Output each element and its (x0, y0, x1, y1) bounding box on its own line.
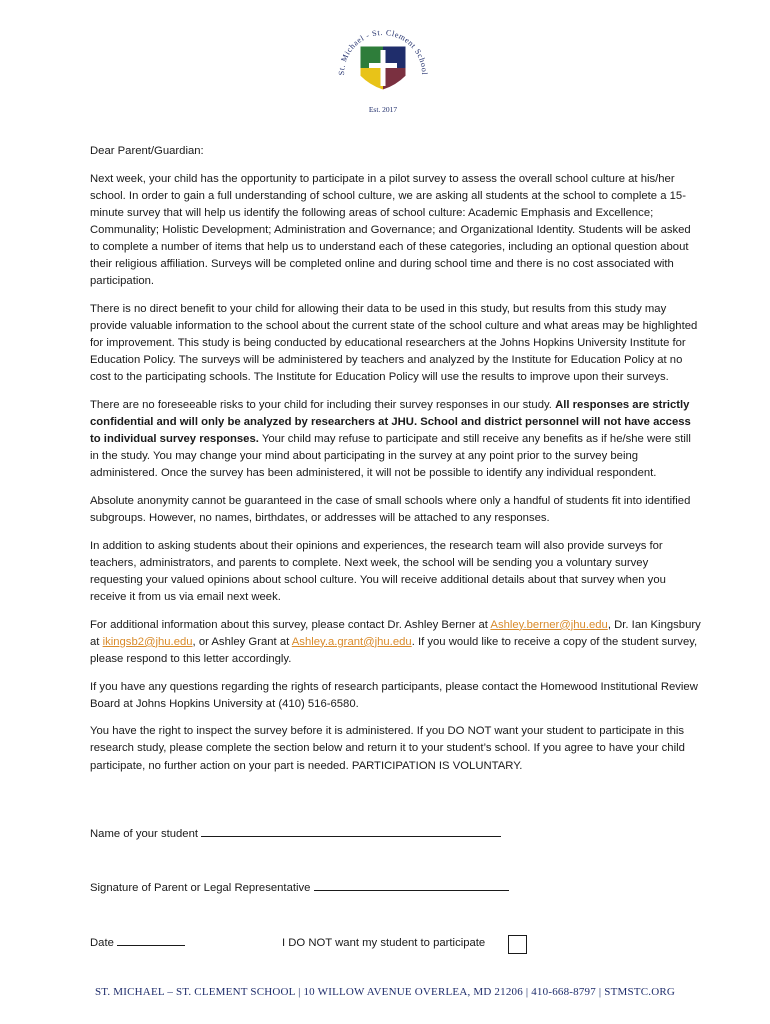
paragraph-irb: If you have any questions regarding the rights of research participants, please contact the Homewood Institutional Review Board at Johns Hopkins University at (410) 516-6580. (90, 680, 698, 710)
crest-arc-text: St. Michael - St. Clement School (336, 27, 430, 76)
date-label: Date (90, 937, 114, 949)
paragraph-anonymity: Absolute anonymity cannot be guaranteed in the case of small schools where only a handful of students fit into identified subgroups. However, no names, birthdates, or addresses will be attached to any responses. (90, 494, 691, 525)
student-name-label: Name of your student (90, 828, 199, 840)
student-name-field[interactable] (90, 828, 501, 840)
date-line[interactable] (117, 944, 185, 946)
greeting: Dear Parent/Guardian: (90, 145, 204, 157)
paragraph-contacts: For additional information about this survey, please contact Dr. Ashley Berner at Ashley.berner@jhu.edu, Dr. Ian Kingsbury at ikingsb2@jhu.edu, or Ashley Grant at Ashley.a.grant@jhu.edu. If you would like to receive a copy of the student survey, please respond to this letter accordingly. (90, 618, 701, 665)
optout-checkbox[interactable] (508, 935, 527, 954)
footer-address: ST. MICHAEL – ST. CLEMENT SCHOOL | 10 WILLOW AVENUE OVERLEA, MD 21206 | 410-668-8797 | STMSTC.ORG (94, 986, 676, 998)
paragraph-parent-survey: In addition to asking students about their opinions and experiences, the research team will also provide surveys for teachers, administrators, and parents to complete. Next week, the school will be sending you a voluntary survey requesting your valued opinions about school culture. You will receive additional details about that survey when you receive it from us via email next week. (90, 539, 666, 604)
confidentiality-statement: All responses are strictly confidential and will only be analyzed by researchers at JHU. School and district personnel will not have access to individual survey responses. (90, 398, 691, 446)
letter-body (90, 143, 702, 785)
paragraph-rights: You have the right to inspect the survey before it is administered. If you DO NOT want your student to participate in this research study, please complete the section below and return it to your student’s school. If you agree to have your child participate, no further action on your part is needed. PARTICIPATION IS VOLUNTARY. (90, 725, 685, 772)
email-link-berner[interactable]: Ashley.berner@jhu.edu (490, 618, 608, 631)
paragraph-risks: There are no foreseeable risks to your child for including their survey responses in our study. All responses are strictly confidential and will only be analyzed by researchers at JHU. School and district personnel will not have access to individual survey responses. Your child may refuse to participate and still receive any benefits as if he/she were still in the study. You may change your mind about participating in the survey at any point prior to the survey being administered. Once the survey has been administered, it will not be possible to identify any individual respondent. (90, 398, 691, 480)
signature-label: Signature of Parent or Legal Representative (90, 882, 311, 894)
email-link-kingsbury[interactable]: ikingsb2@jhu.edu (102, 635, 193, 648)
student-name-line[interactable] (201, 835, 501, 837)
paragraph-benefits: There is no direct benefit to your child for allowing their data to be used in this study, but results from this study may provide valuable information to the school about the current state of the school culture and what areas may be highlighted for improvement. This study is being conducted by educational researchers at the Johns Hopkins University Institute for Education Policy. The surveys will be administered by teachers and analyzed by the Institute for Education Policy at no cost to the participating schools. The Institute for Education Policy will use the results to improve upon their surveys. (90, 302, 698, 384)
crest-shield-icon (360, 46, 406, 90)
signature-field[interactable] (90, 882, 509, 894)
date-field[interactable] (90, 937, 185, 949)
email-link-grant[interactable]: Ashley.a.grant@jhu.edu (291, 635, 412, 648)
school-crest-logo (324, 16, 442, 120)
paragraph-survey-intro: Next week, your child has the opportunity to participate in a pilot survey to assess the overall school culture at his/her school. In order to gain a full understanding of school culture, we are asking all students at the school to complete a 15-minute survey that will help us identify the following areas of school culture: Academic Emphasis and Excellence; Communality; Holistic Development; Administration and Governance; and Organizational Identity. Students will be asked to complete a number of items that help us to understand each of these categories, including an optional question about their religious affiliation. Surveys will be completed online and during school time and there is no cost associated with participation. (90, 172, 691, 288)
crest-est-text: Est. 2017 (368, 105, 398, 114)
optout-label: I DO NOT want my student to participate (282, 937, 486, 949)
signature-line[interactable] (314, 889, 509, 891)
